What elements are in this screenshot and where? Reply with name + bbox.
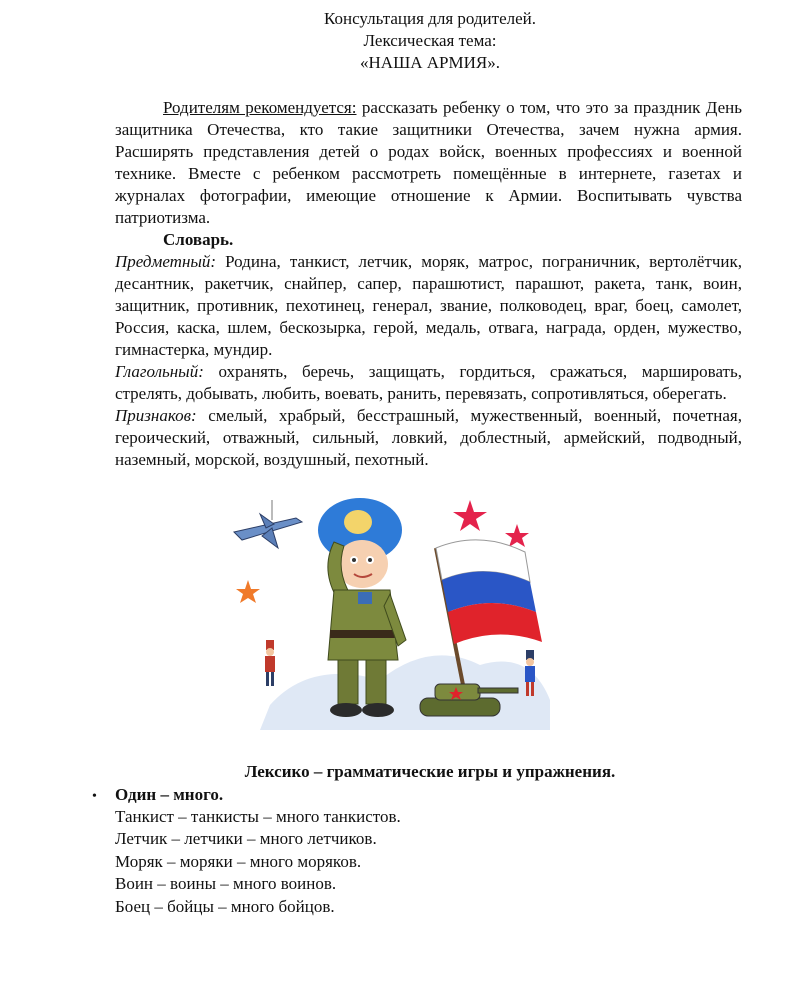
exercise-heading xyxy=(92,784,223,808)
dictionary-adjectives xyxy=(115,405,742,471)
objects-text: Родина, танкист, летчик, моряк, матрос, пограничник, вертолётчик, десантник, ракетчик, снайпер, сапер, парашютист, парашют, ракета, танк, воин, защитник, противник, пехотинец, генерал, звание, полководец, враг, боец, самолет, Россия, каска, шлем, бескозырка, герой, медаль, отвага, награда, орден, мужество, гимнастерка, мундир. xyxy=(115,252,742,359)
exercise-title: Один – много. xyxy=(115,785,224,804)
star-icon xyxy=(236,580,260,603)
list-item: Танкист – танкисты – много танкистов. xyxy=(115,807,401,826)
adjectives-label: Признаков: xyxy=(115,406,197,425)
exercise-examples-list xyxy=(115,806,401,918)
intro-label: Родителям рекомендуется: xyxy=(163,98,357,117)
verbs-text: охранять, беречь, защищать, гордиться, сражаться, маршировать, стрелять, добывать, любить, воевать, ранить, перевязать, сопротивляться, оберегать. xyxy=(115,362,742,403)
airplane-icon xyxy=(234,500,302,548)
soldier-illustration xyxy=(230,490,560,735)
intro-paragraph xyxy=(115,97,742,229)
list-item: Боец – бойцы – много бойцов. xyxy=(115,896,335,916)
games-section-title: Лексико – грамматические игры и упражнения. xyxy=(244,762,616,781)
intro-text: рассказать ребенку о том, что это за праздник День защитника Отечества, кто такие защитники Отечества, зачем нужна армия. Расширять представления детей о родах войск, военных профессиях и военной технике. Вместе с ребенком рассмотреть помещённые в интернете, газетах и журналах фотографии, имеющие отношение к Армии. Воспитывать чувства патриотизма. xyxy=(115,98,742,227)
list-item: Летчик – летчики – много летчиков. xyxy=(115,829,377,849)
star-icon xyxy=(453,500,487,531)
dictionary-objects xyxy=(115,251,742,361)
bullet-icon: • xyxy=(92,789,97,804)
header-line-topic-label: Лексическая тема: xyxy=(363,31,497,50)
document-header xyxy=(0,8,800,74)
header-line-consultation: Консультация для родителей. xyxy=(323,9,536,28)
header-line-topic-title: «НАША АРМИЯ». xyxy=(360,53,500,72)
dictionary-title: Словарь. xyxy=(163,230,234,249)
list-item: Моряк – моряки – много моряков. xyxy=(115,851,362,871)
star-icon xyxy=(505,524,529,547)
objects-label: Предметный: xyxy=(115,252,217,271)
verbs-label: Глагольный: xyxy=(115,362,204,381)
dictionary-section xyxy=(115,229,742,471)
toy-soldier-icon xyxy=(265,640,275,686)
list-item: Воин – воины – много воинов. xyxy=(115,874,337,894)
russian-flag-icon xyxy=(436,540,542,644)
dictionary-verbs xyxy=(115,361,742,405)
adjectives-text: смелый, храбрый, бесстрашный, мужественный, военный, почетная, героический, отважный, сильный, ловкий, доблестный, армейский, подводный, наземный, морской, воздушный, пехотный. xyxy=(115,406,742,469)
